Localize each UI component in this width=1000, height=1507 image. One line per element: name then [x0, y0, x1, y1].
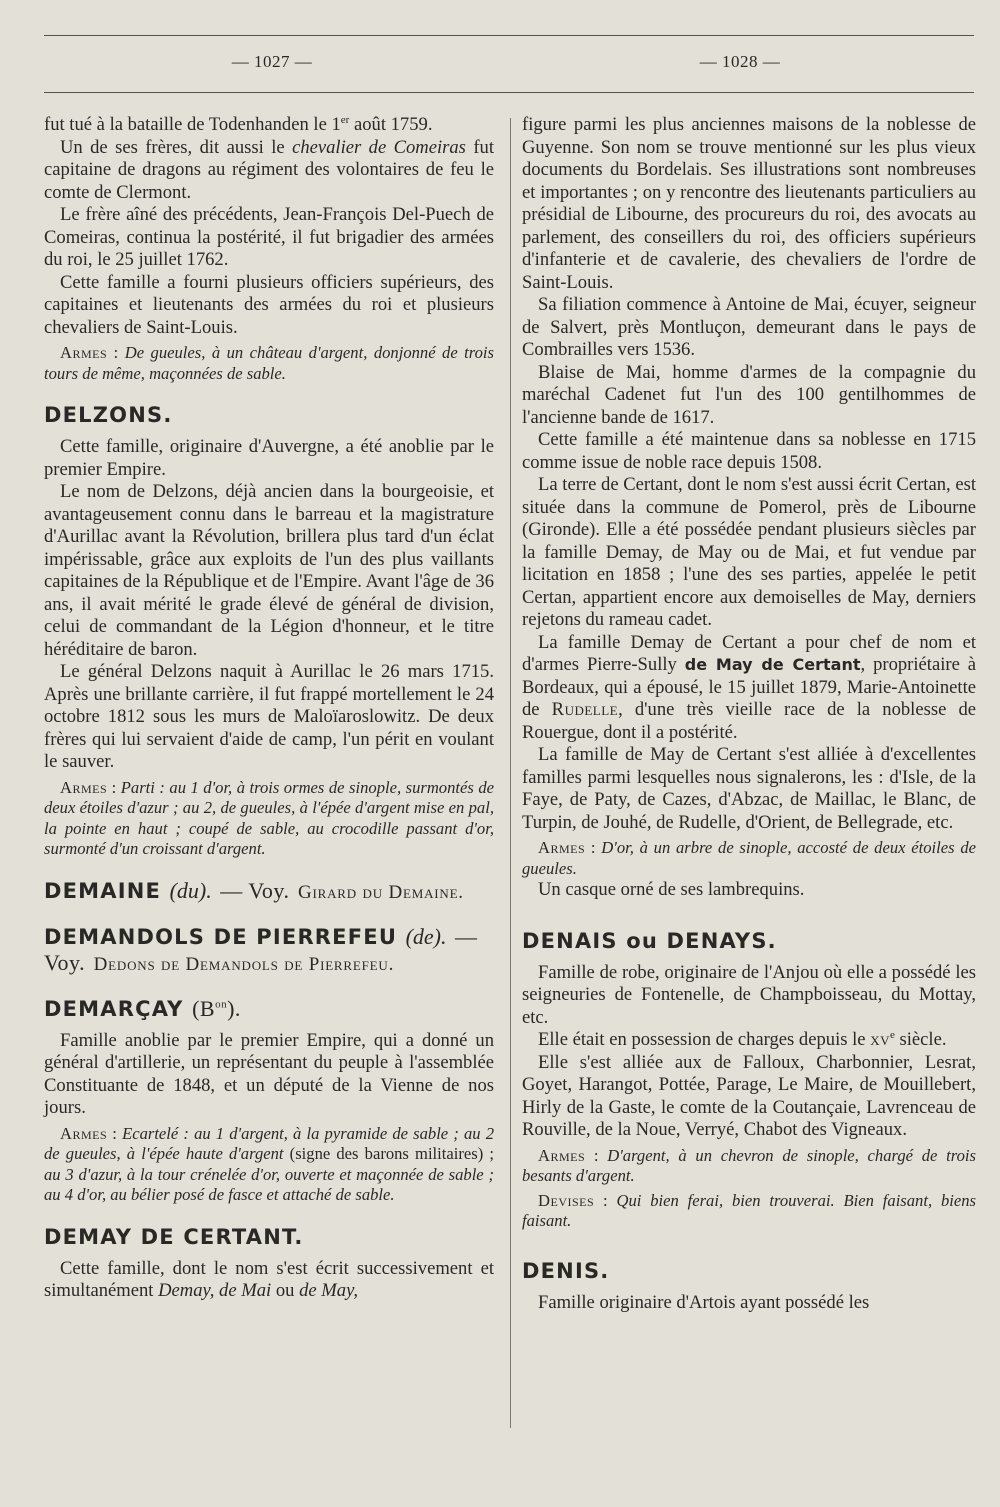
- paragraph: Cette famille a été maintenue dans sa noblesse en 1715 comme issue de noble race depuis 1508.: [522, 429, 976, 473]
- paragraph: Cette famille, originaire d'Auvergne, a été anoblie par le premier Empire.: [44, 436, 494, 480]
- column-separator: [510, 118, 511, 1428]
- left-column: [44, 114, 494, 1303]
- paragraph: Cette famille a fourni plusieurs officiers supérieurs, des capitaines et lieutenants des armées du roi et plusieurs chevaliers de Saint-Louis.: [44, 271, 494, 338]
- armes-paragraph: Armes : Parti : au 1 d'or, à trois ormes de sinople, surmontés de deux étoiles d'azur ; au 2, de gueules, à l'épée d'argent mise en pal, la pointe en haut ; coupé de sable, au crocodille passant d'or, surmonté d'un croissant d'argent.: [44, 777, 494, 858]
- armes-paragraph: Armes : D'argent, à un chevron de sinople, chargé de trois besants d'argent.: [522, 1145, 976, 1185]
- entry-heading-demandols: DEMANDOLS DE PIERREFEU (de). — Voy. Dedons de Demandols de Pierrefeu.: [44, 923, 478, 975]
- paragraph: Cette famille, dont le nom s'est écrit successivement et simultanément Demay, de Mai ou de May,: [44, 1257, 494, 1301]
- paragraph: Blaise de Mai, homme d'armes de la compagnie du maréchal Cadenet fut l'un des 100 gentilhommes de l'ancienne bande de 1617.: [522, 361, 976, 428]
- paragraph: La famille Demay de Certant a pour chef de nom et d'armes Pierre-Sully de May de Certant, propriétaire à Bordeaux, qui a épousé, le 15 juillet 1879, Marie-Antoinette de Rudelle, d'une très vieille race de la noblesse de Rouergue, dont il a postérité.: [522, 631, 977, 743]
- paragraph: Le frère aîné des précédents, Jean-François Del-Puech de Comeiras, continua la postérité, il fut brigadier des armées du roi, le 25 juillet 1762.: [44, 204, 494, 270]
- paragraph: Elle s'est alliée aux de Falloux, Charbonnier, Lesrat, Goyet, Harangot, Pottée, Parage, Le Maire, de Mouillebert, Hirly de la Gaste, le comte de la Coutançaie, Lavrenceau de Rouville, de la Noue, Verryé, Chabot des Vigneaux.: [522, 1051, 976, 1140]
- armes-paragraph: Armes : D'or, à un arbre de sinople, accosté de deux étoiles de gueules.: [522, 838, 976, 878]
- paragraph: Famille de robe, originaire de l'Anjou où elle a possédé les seigneuries de Fontenelle, de Champboisseau, du Mottay, etc.: [522, 961, 976, 1028]
- paragraph: Sa filiation commence à Antoine de Mai, écuyer, seigneur de Salvert, près Montluçon, demeurant dans le pays de Combrailles vers 1536.: [522, 294, 976, 360]
- entry-heading-denis: DENIS.: [522, 1258, 610, 1283]
- paragraph: Famille originaire d'Artois ayant possédé les: [538, 1291, 870, 1313]
- paragraph: Un casque orné de ses lambrequins.: [538, 879, 805, 900]
- paragraph: Le nom de Delzons, déjà ancien dans la bourgeoisie, et avantageusement connu dans le barreau et la magistrature d'Aurillac avant la Révolution, brillera plus tard d'un éclat impérissable, grâce aux exploits de l'un des plus vaillants capitaines de la République et de l'Empire. Avant l'âge de 36 ans, il avait mérité le grade élevé de général de division, celui de commandant de la Légion d'honneur, et le titre héréditaire de baron.: [44, 481, 494, 660]
- paragraph: Elle était en possession de charges depuis le $xv^e$ siècle.: [538, 1028, 947, 1050]
- paragraph: La terre de Certant, dont le nom s'est aussi écrit Certan, est située dans la commune de Pomerol, près de Libourne (Gironde). Elle a été possédée pendant plusieurs siècles par la famille Demay, de May ou de Mai, et fut vendue par licitation en 1858 ; l'une des ses parties, appelée le petit Certan, appartient encore aux demoiselles de May, derniers rejetons du rameau cadet.: [522, 474, 976, 630]
- header-rule: [44, 92, 974, 93]
- page-number-right: — 1028 —: [699, 52, 781, 71]
- paragraph: Le général Delzons naquit à Aurillac le 26 mars 1715. Après une brillante carrière, il fut frappé mortellement le 24 octobre 1812 sous les murs de Maloïaroslowitz. De deux frères qui lui servaient d'aide de camp, l'un périt en voulant le sauver.: [44, 661, 494, 772]
- page-number-left: — 1027 —: [231, 52, 313, 71]
- paragraph: Un de ses frères, dit aussi le chevalier de Comeiras fut capitaine de dragons au régiment des volontaires de feu le comte de Clermont.: [44, 136, 494, 203]
- paragraph: La famille de May de Certant s'est alliée à d'excellentes familles parmi lesquelles nous signalerons, les : d'Isle, de la Faye, de Paty, de Cazes, d'Abzac, de Maillac, le Blanc, de Turpin, de Jouhé, de Rudelle, d'Orient, de Bellegrade, etc.: [522, 744, 976, 833]
- paragraph: figure parmi les plus anciennes maisons de la noblesse de Guyenne. Son nom se trouve mentionné sur les plus vieux documents du Bordelais. Ses illustrations sont nombreuses et importantes ; on y rencontre des lieutenants particuliers au présidial de Libourne, des procureurs du roi, des avocats au parlement, des conseillers du roi, des officiers supérieurs d'infanterie et de cavalerie, des chevaliers de l'ordre de Saint-Louis.: [522, 114, 976, 293]
- entry-heading-demarcay: DEMARÇAY $(B^{on})$.: [44, 995, 241, 1021]
- armes-paragraph: Armes : Ecartelé : au 1 d'argent, à la pyramide de sable ; au 2 de gueules, à l'épée haute d'argent (signe des barons militaires) ; au 3 d'azur, à la tour crénelée d'or, ouverte et maçonnée de sable ; au 4 d'or, au bélier posé de fasce et attaché de sable.: [44, 1123, 495, 1204]
- paragraph: Famille anoblie par le premier Empire, qui a donné un général d'artillerie, un représentant du peuple à l'assemblée Constituante de 1848, et un député de la Vienne de nos jours.: [44, 1029, 494, 1118]
- entry-heading-demay: DEMAY DE CERTANT.: [44, 1224, 304, 1249]
- entry-heading-delzons: DELZONS.: [44, 403, 173, 427]
- devises-paragraph: Devises : Qui bien ferai, bien trouverai. Bien faisant, biens faisant.: [522, 1190, 976, 1230]
- top-rule: [44, 35, 974, 36]
- armes-paragraph: Armes : De gueules, à un château d'argent, donjonné de trois tours de même, maçonnées de sable.: [44, 343, 494, 383]
- entry-heading-denais: DENAIS ou DENAYS.: [522, 928, 777, 953]
- right-column: [522, 114, 976, 1314]
- entry-heading-demaine: DEMAINE (du). — Voy. Girard du Demaine.: [44, 877, 464, 903]
- paragraph: fut tué à la bataille de Todenhanden le 1er août 1759.: [44, 113, 433, 135]
